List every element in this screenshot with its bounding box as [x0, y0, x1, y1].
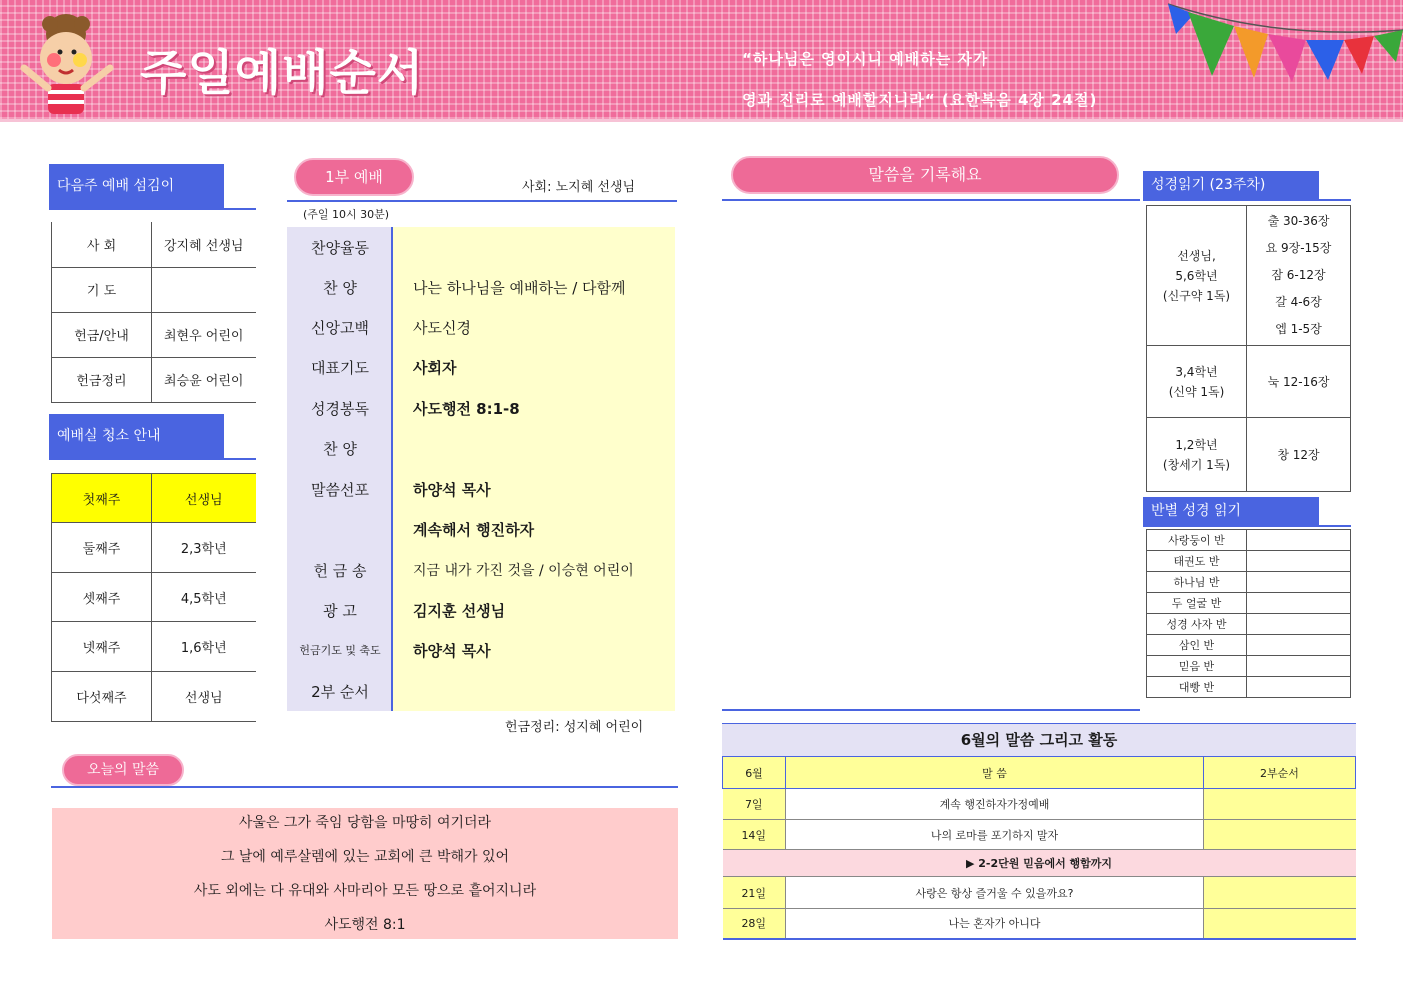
theme-verse-line-2: 영과 진리로 예배할지니라“ (요한복음 4장 24절) [742, 91, 1098, 109]
class-name: 성경 사자 반 [1147, 614, 1247, 635]
reading-group-label: (창세기 1독) [1162, 457, 1231, 472]
verse-text-line: 사도 외에는 다 유대와 사마리아 모든 땅으로 흩어지니라 [193, 883, 537, 899]
order-label: 2부 순서 [311, 682, 369, 701]
class-record-cell[interactable] [1247, 656, 1351, 677]
class-record-cell[interactable] [1247, 614, 1351, 635]
table-row [1147, 635, 1351, 656]
reading-book: 창 12장 [1277, 448, 1320, 462]
table-row [723, 789, 1356, 820]
order-label: 헌금기도 및 축도 [299, 644, 381, 658]
june-word: 나의 로마를 포기하지 말자 [786, 820, 1204, 850]
order-value: 김지훈 선생님 [413, 601, 506, 620]
notes-heading: 말씀을 기록해요 [731, 156, 1119, 194]
june-unit-banner: ▶ 2-2단원 믿음에서 행함까지 [723, 850, 1356, 877]
reading-books-cell [1247, 346, 1351, 418]
class-record-cell[interactable] [1247, 593, 1351, 614]
list-item [287, 267, 675, 308]
service-part-badge: 1부 예배 [294, 158, 414, 196]
june-date: 28일 [723, 909, 786, 939]
week-cell: 다섯째주 [52, 672, 152, 722]
order-value: 사도행전 8:1-8 [413, 399, 520, 418]
order-value: 하양석 목사 [413, 641, 491, 660]
reading-book: 요 9장-15장 [1265, 241, 1332, 255]
table-row [723, 877, 1356, 909]
service-time: (주일 10시 30분) [303, 208, 390, 221]
order-label: 헌 금 송 [313, 561, 367, 580]
june-date: 21일 [723, 877, 786, 909]
june-table [722, 756, 1356, 940]
list-item [287, 590, 675, 631]
reading-group-cell [1147, 206, 1247, 346]
order-label: 성경봉독 [311, 399, 369, 418]
week-cell: 셋째주 [52, 573, 152, 622]
notes-top-line [722, 199, 1140, 201]
order-label: 찬 양 [323, 439, 357, 458]
reading-book: 갈 4-6장 [1275, 295, 1322, 309]
reading-heading: 성경읽기 (23주차) [1143, 171, 1319, 199]
today-word-underline [51, 786, 678, 788]
who-cell: 선생님 [152, 672, 256, 722]
servers-section-header [49, 164, 256, 212]
order-value: 지금 내가 가진 것을 / 이승현 어린이 [413, 563, 634, 580]
class-reading-section-header [1143, 497, 1351, 527]
reading-group-label: 5,6학년 [1175, 268, 1218, 283]
week-cell: 둘째주 [52, 523, 152, 573]
class-record-cell[interactable] [1247, 551, 1351, 572]
order-label: 찬양율동 [311, 238, 369, 257]
class-record-cell[interactable] [1247, 530, 1351, 551]
table-row [1147, 656, 1351, 677]
june-extra [1204, 909, 1356, 939]
class-reading-table [1146, 529, 1351, 698]
table-row [1147, 614, 1351, 635]
verse-reference: 사도행전 8:1 [324, 917, 406, 933]
reading-table [1146, 205, 1351, 492]
who-cell: 2,3학년 [152, 523, 256, 573]
reading-group-cell [1147, 418, 1247, 492]
class-name: 사랑둥이 반 [1147, 530, 1247, 551]
table-row [1147, 418, 1351, 492]
name-cell: 최승윤 어린이 [152, 357, 256, 402]
who-cell: 4,5학년 [152, 573, 256, 622]
june-extra [1204, 877, 1356, 909]
list-item [287, 469, 675, 510]
table-row [1147, 593, 1351, 614]
june-extra [1204, 820, 1356, 850]
list-item [287, 227, 675, 268]
verse-text-line: 사울은 그가 죽임 당함을 마땅히 여기더라 [238, 815, 492, 831]
class-record-cell[interactable] [1247, 572, 1351, 593]
service-order-list [287, 227, 675, 711]
june-word: 나는 혼자가 아니다 [786, 909, 1204, 939]
role-cell: 기 도 [52, 267, 152, 312]
table-row [52, 312, 256, 357]
today-word-badge: 오늘의 말씀 [62, 754, 184, 786]
cleaning-section-header [49, 414, 256, 462]
servers-heading: 다음주 예배 섬김이 [49, 164, 224, 208]
reading-book: 잠 6-12장 [1271, 268, 1326, 282]
notes-area[interactable] [722, 203, 1138, 709]
list-item [287, 671, 675, 712]
table-row [723, 909, 1356, 939]
order-value: 사회자 [413, 358, 457, 377]
cleaning-heading: 예배실 청소 안내 [49, 414, 224, 458]
name-cell: 최현우 어린이 [152, 312, 256, 357]
servers-table [51, 222, 256, 403]
service-header-underline [287, 200, 677, 202]
order-label: 대표기도 [311, 358, 369, 377]
june-header-cell: 2부순서 [1204, 757, 1356, 789]
role-cell: 사 회 [52, 222, 152, 267]
order-value: 나는 하나님을 예배하는 / 다함께 [413, 278, 626, 297]
table-row [1147, 530, 1351, 551]
order-label: 광 고 [323, 601, 357, 620]
reading-book: 눅 12-16장 [1267, 375, 1330, 389]
reading-group-label: 3,4학년 [1175, 364, 1218, 379]
table-row [52, 573, 256, 622]
june-header-cell: 6월 [723, 757, 786, 789]
reading-group-label: 선생님, [1177, 248, 1216, 263]
cleaning-heading-underline [49, 458, 256, 460]
june-word: 계속 행진하자가정예배 [786, 789, 1204, 820]
june-title: 6월의 말씀 그리고 활동 [722, 723, 1356, 756]
class-record-cell[interactable] [1247, 677, 1351, 698]
order-label: 찬 양 [323, 278, 357, 297]
table-row [1147, 346, 1351, 418]
offering-counter: 헌금정리: 성지혜 어린이 [505, 720, 644, 735]
table-row [1147, 206, 1351, 346]
class-name: 두 얼굴 반 [1147, 593, 1247, 614]
table-row [723, 850, 1356, 877]
class-name: 하나님 반 [1147, 572, 1247, 593]
week-cell: 넷째주 [52, 622, 152, 672]
order-value: 계속해서 행진하자 [413, 520, 535, 539]
verse-text-line: 그 날에 예루살렘에 있는 교회에 큰 박해가 있어 [220, 849, 510, 865]
table-row [52, 222, 256, 267]
table-row [52, 357, 256, 402]
theme-verse-line-1: “하나님은 영이시니 예배하는 자가 [742, 50, 989, 68]
reading-group-label: (신구약 1독) [1162, 288, 1231, 303]
reading-books-cell [1247, 206, 1351, 346]
june-header-cell: 말 씀 [786, 757, 1204, 789]
list-item [287, 388, 675, 429]
june-date: 14일 [723, 820, 786, 850]
order-label: 신앙고백 [311, 318, 369, 337]
class-record-cell[interactable] [1247, 635, 1351, 656]
reading-group-cell [1147, 346, 1247, 418]
table-row [1147, 572, 1351, 593]
table-row [52, 622, 256, 672]
who-cell: 선생님 [152, 474, 256, 523]
servers-heading-underline [49, 208, 256, 210]
who-cell: 1,6학년 [152, 622, 256, 672]
june-date: 7일 [723, 789, 786, 820]
name-cell: 강지혜 선생님 [152, 222, 256, 267]
table-row [1147, 677, 1351, 698]
june-extra [1204, 789, 1356, 820]
table-row [52, 474, 256, 523]
table-row [52, 523, 256, 573]
page-title: 주일예배순서 [140, 45, 425, 101]
today-word-box [52, 808, 678, 939]
class-name: 대빵 반 [1147, 677, 1247, 698]
class-name: 태권도 반 [1147, 551, 1247, 572]
reading-book: 엡 1-5장 [1275, 322, 1322, 336]
list-item [287, 347, 675, 388]
reading-group-label: 1,2학년 [1175, 437, 1218, 452]
week-cell: 첫째주 [52, 474, 152, 523]
table-row [52, 672, 256, 722]
order-label: 말씀선포 [311, 480, 369, 499]
list-item [287, 428, 675, 469]
class-reading-heading-underline [1143, 525, 1351, 527]
table-row [52, 267, 256, 312]
reading-section-header [1143, 171, 1351, 201]
list-item [287, 550, 675, 591]
cleaning-table [51, 473, 256, 722]
reading-heading-underline [1143, 199, 1351, 201]
table-row [723, 757, 1356, 789]
june-word: 사랑은 항상 즐거울 수 있을까요? [786, 877, 1204, 909]
bunting-flags [1168, 0, 1403, 100]
name-cell [152, 267, 256, 312]
role-cell: 헌금정리 [52, 357, 152, 402]
class-reading-heading: 반별 성경 읽기 [1143, 497, 1319, 525]
notes-bottom-line [722, 709, 1140, 711]
role-cell: 헌금/안내 [52, 312, 152, 357]
table-row [1147, 551, 1351, 572]
service-host: 사회: 노지혜 선생님 [522, 180, 636, 195]
class-name: 믿음 반 [1147, 656, 1247, 677]
reading-book: 출 30-36장 [1267, 214, 1330, 228]
order-value: 사도신경 [413, 318, 471, 337]
reading-group-label: (신약 1독) [1168, 384, 1225, 399]
child-illustration [18, 8, 118, 120]
order-value: 하양석 목사 [413, 480, 491, 499]
list-item [287, 630, 675, 671]
list-item [287, 307, 675, 348]
table-row [723, 820, 1356, 850]
list-item [287, 509, 675, 550]
reading-books-cell [1247, 418, 1351, 492]
class-name: 삼인 반 [1147, 635, 1247, 656]
